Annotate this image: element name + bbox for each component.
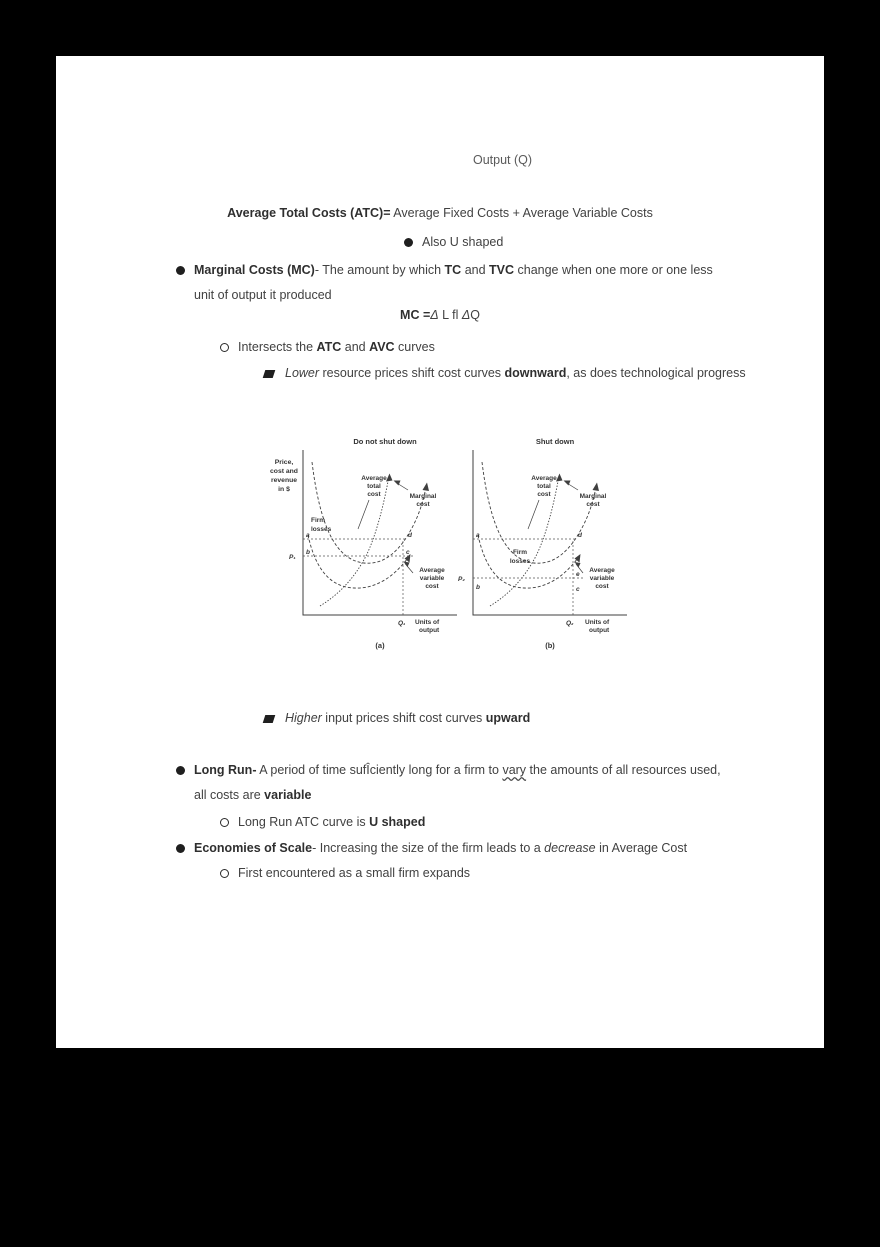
- text-fragment: Higher: [285, 711, 322, 725]
- text-fragment: AVC: [369, 340, 395, 354]
- text-fragment: Average Fixed Costs + Average Variable Costs: [390, 206, 653, 220]
- firm-losses-label: losses: [509, 558, 531, 565]
- filled-bullet-icon: [176, 844, 185, 853]
- atc-label-pointer: [528, 500, 539, 529]
- bullet-text: [285, 361, 746, 386]
- text-fragment: TC: [444, 263, 462, 277]
- text-fragment: Intersects the: [238, 340, 317, 354]
- firm-losses-label: Firm: [311, 517, 326, 524]
- bullet-item-long-run: [176, 758, 736, 808]
- avc-pointer-arrowhead: [575, 562, 581, 568]
- q2-label: Q₂: [566, 620, 574, 627]
- bullet-item-long-run-atc: [220, 810, 425, 835]
- text-fragment: Δ: [461, 308, 471, 322]
- text-fragment: MC =: [400, 308, 431, 322]
- mc-label: Marginal: [409, 493, 437, 500]
- text-fragment: - The amount by which: [314, 263, 445, 277]
- point-a: a: [306, 532, 310, 539]
- open-bullet-icon: [220, 869, 229, 878]
- cost-curves-figure: [262, 432, 647, 654]
- text-fragment: and: [461, 263, 490, 277]
- point-c: c: [406, 549, 410, 556]
- text-fragment: Δ: [430, 308, 439, 322]
- point-d: d: [408, 532, 412, 539]
- bullet-item-lower-prices: [264, 361, 746, 386]
- text-fragment: Average Total Costs (ATC)=: [227, 206, 391, 220]
- text-fragment: Marginal Costs (MC): [194, 263, 315, 277]
- text-fragment: upward: [485, 711, 531, 725]
- atc-arrowhead: [593, 483, 600, 492]
- bullet-item-marginal-costs: [176, 258, 736, 308]
- units-label: Units of: [585, 619, 610, 626]
- mc-arrowhead: [556, 474, 563, 482]
- bullet-text: [194, 758, 722, 808]
- point-e: e: [576, 571, 580, 578]
- cost-curves-svg: [262, 432, 647, 654]
- y-axis-label: in $: [278, 486, 290, 493]
- q1-label: Q₁: [398, 620, 406, 627]
- text-fragment: curves: [394, 340, 435, 354]
- square-bullet-icon: [263, 715, 276, 723]
- atc-definition-line: [56, 206, 824, 220]
- bullet-item-higher-prices: [264, 706, 530, 731]
- avc-label: cost: [595, 583, 609, 590]
- text-fragment: Q: [470, 308, 480, 322]
- filled-bullet-icon: [176, 266, 185, 275]
- text-fragment: U shaped: [369, 815, 426, 829]
- text-fragment: Economies of Scale: [194, 841, 313, 855]
- point-c: c: [576, 586, 580, 593]
- panel-b-title: Shut down: [535, 437, 575, 446]
- bullet-item-also-u-shaped: [404, 230, 503, 255]
- y-axis-label: Price,: [274, 459, 294, 466]
- open-bullet-icon: [220, 818, 229, 827]
- text-fragment: input prices shift cost curves: [321, 711, 486, 725]
- avc-label: Average: [589, 567, 615, 574]
- y-axis-label: revenue: [270, 477, 298, 484]
- mc-label: cost: [586, 501, 600, 508]
- text-fragment: in Average Cost: [595, 841, 688, 855]
- panel-a-title: Do not shut down: [353, 437, 417, 446]
- text-fragment: - Increasing the size of the firm leads to a: [312, 841, 545, 855]
- point-b: b: [306, 549, 310, 556]
- text-fragment: A period of time sufÎciently long for a firm to: [256, 763, 503, 777]
- bullet-text: [194, 258, 722, 308]
- avc-label: variable: [419, 575, 445, 582]
- text-fragment: resource prices shift cost curves: [319, 366, 505, 380]
- text-fragment: the amounts of all resources used, all costs are: [194, 763, 721, 802]
- open-bullet-icon: [220, 343, 229, 352]
- mc-label: Marginal: [579, 493, 607, 500]
- bullet-text: Also U shaped: [422, 235, 504, 249]
- mc-label: cost: [416, 501, 430, 508]
- atc-label: total: [367, 483, 381, 490]
- text-fragment: L fl: [438, 308, 462, 322]
- text-fragment: ATC: [316, 340, 342, 354]
- bullet-text: [285, 706, 530, 731]
- bullet-text: First encountered as a small firm expands: [238, 866, 471, 880]
- text-fragment: downward: [504, 366, 567, 380]
- text-fragment: Long Run-: [194, 763, 257, 777]
- point-b: b: [476, 584, 480, 591]
- bullet-item-economies-of-scale: [176, 836, 776, 861]
- text-fragment: variable: [264, 788, 312, 802]
- atc-label: cost: [537, 491, 551, 498]
- filled-bullet-icon: [176, 766, 185, 775]
- text-fragment: TVC: [489, 263, 515, 277]
- bullet-item-first-encountered: [220, 861, 470, 886]
- atc-label-pointer: [358, 500, 369, 529]
- diagram-panel-a: [270, 437, 457, 650]
- point-a: a: [476, 532, 480, 539]
- firm-losses-label: Firm: [512, 549, 528, 556]
- panel-b-caption: (b): [545, 641, 555, 650]
- atc-label: cost: [367, 491, 381, 498]
- firm-losses-label: losses: [311, 526, 332, 533]
- y-axis-label: cost and: [270, 468, 298, 475]
- atc-arrowhead: [423, 483, 430, 492]
- atc-label: Average: [361, 475, 387, 482]
- bullet-text: [194, 836, 687, 861]
- filled-bullet-icon: [404, 238, 413, 247]
- document-page: [56, 56, 824, 1048]
- diagram-panel-b: [458, 437, 627, 650]
- atc-label: Average: [531, 475, 557, 482]
- units-label: Units of: [415, 619, 440, 626]
- text-fragment: vary: [502, 763, 527, 777]
- text-fragment: Long Run ATC curve is: [238, 815, 370, 829]
- units-label: output: [419, 627, 440, 634]
- price-p2-label: P₂: [458, 576, 465, 583]
- output-q-label: [473, 153, 532, 167]
- bullet-text: [238, 335, 435, 360]
- avc-label: cost: [425, 583, 439, 590]
- bullet-item-intersects: [220, 335, 435, 360]
- text-fragment: Output (Q): [473, 153, 533, 167]
- units-label: output: [589, 627, 610, 634]
- text-fragment: , as does technological progress: [566, 366, 746, 380]
- bullet-text: [238, 810, 425, 835]
- square-bullet-icon: [263, 370, 276, 378]
- avc-label: variable: [589, 575, 615, 582]
- avc-label: Average: [419, 567, 445, 574]
- mc-arrowhead: [386, 474, 393, 482]
- text-fragment: Lower: [285, 366, 320, 380]
- price-p1-label: P₁: [289, 554, 296, 561]
- mc-formula: [56, 308, 824, 322]
- avc-pointer-arrowhead: [404, 562, 410, 568]
- panel-a-caption: (a): [375, 641, 385, 650]
- atc-label: total: [537, 483, 551, 490]
- text-fragment: and: [341, 340, 370, 354]
- point-d: d: [578, 532, 582, 539]
- text-fragment: change when one more or one less unit of output it produced: [194, 263, 713, 302]
- text-fragment: decrease: [544, 841, 596, 855]
